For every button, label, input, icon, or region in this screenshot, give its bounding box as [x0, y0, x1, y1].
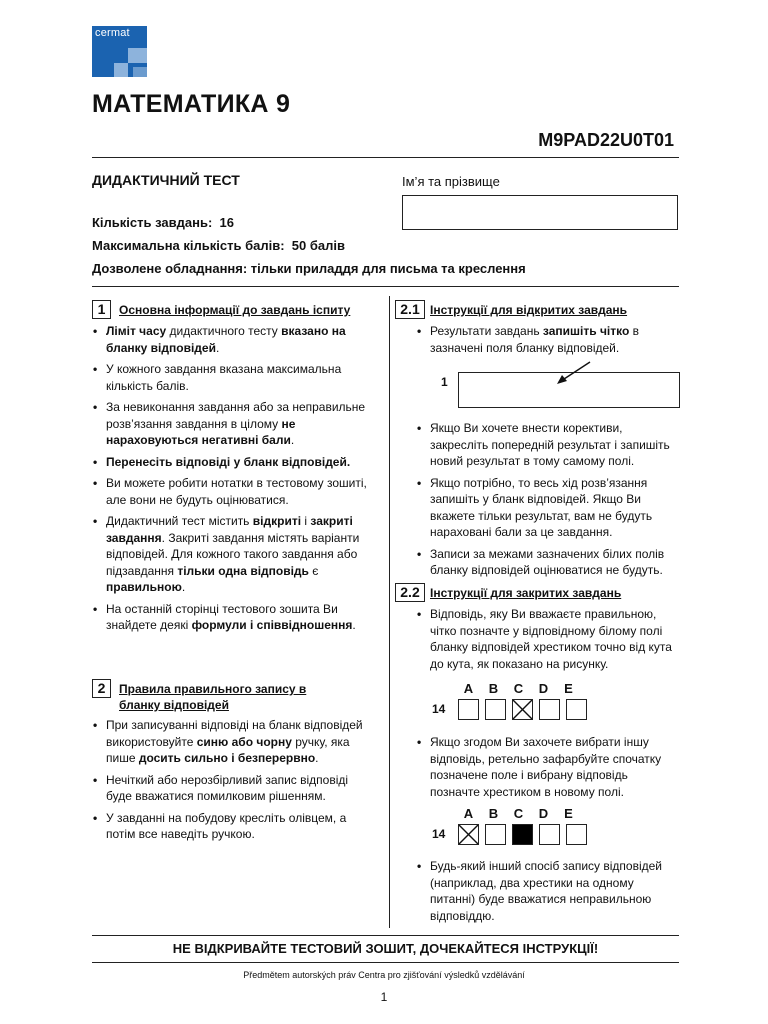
- list-item: • Ліміт часу дидактичного тесту вказано на бланку відповідей.: [92, 323, 377, 356]
- arrow-icon: [555, 360, 593, 386]
- section-2-title: Правила правильного запису в бланку відповідей: [119, 682, 307, 712]
- answer-letters: A B C D E: [463, 806, 573, 821]
- list-item: • При записуванні відповіді на бланк відповідей використовуйте синю або чорну ручку, яка пише досить сильно і безперервно.: [92, 717, 377, 767]
- column-divider: [389, 296, 390, 928]
- section-2-2-number: 2.2: [395, 583, 425, 602]
- warning-banner: НЕ ВІДКРИВАЙТЕ ТЕСТОВИЙ ЗОШИТ, ДОЧЕКАЙТЕСЯ ІНСТРУКЦІЇ!: [92, 935, 679, 963]
- name-field[interactable]: [402, 195, 678, 230]
- list-item: • Якщо потрібно, то весь хід розв’язання запишіть у бланк відповідей. Якщо Ви вкажете тільки результат, вам не будуть нараховані бали за це завдання.: [416, 475, 680, 541]
- section-2-2-list-a: [416, 606, 680, 677]
- answer-checkbox-a: [458, 699, 479, 720]
- section-2-2-list-c: [416, 858, 680, 929]
- divider: [92, 286, 679, 287]
- list-item: • Відповідь, яку Ви вважаєте правильною, чітко позначте у відповідному білому полі бланку відповідей хрестиком точно від кута до кута, як показано на рисунку.: [416, 606, 680, 672]
- answer-checkbox-d: [539, 699, 560, 720]
- logo-text: cermat: [95, 27, 130, 39]
- list-item: • Записи за межами зазначених білих полів бланку відповідей оцінюватися не будуть.: [416, 546, 680, 579]
- logo-square: [128, 48, 147, 63]
- test-subtitle: ДИДАКТИЧНИЙ ТЕСТ: [92, 172, 240, 188]
- answer-checkbox-c: [512, 699, 533, 720]
- answer-checkbox-e: [566, 699, 587, 720]
- list-item: • Будь-який інший спосіб запису відповідей (наприклад, два хрестики на одному питанні) буде вважатися неправильною відповіддю.: [416, 858, 680, 924]
- example-number: 1: [441, 375, 448, 389]
- list-item: • Якщо Ви хочете внести корективи, закресліть попередній результат і запишіть новий результат в тому самому полі.: [416, 420, 680, 470]
- list-item: • На останній сторінці тестового зошита Ви знайдете деякі формули і співвідношення.: [92, 601, 377, 634]
- list-item: • Ви можете робити нотатки в тестовому зошиті, але вони не будуть оцінюватися.: [92, 475, 377, 508]
- cross-mark-icon: [459, 825, 478, 844]
- page-title: МАТЕМАТИКА 9: [92, 90, 291, 118]
- list-item: • Нечіткий або нерозбірливий запис відповіді буде вважатися помилковим рішенням.: [92, 772, 377, 805]
- max-points: Максимальна кількість балів: 50 балів: [92, 238, 345, 253]
- list-item: • Дидактичний тест містить відкриті і закриті завдання. Закриті завдання містять варіанти відповідей. Для кожного такого завдання або підзавдання тільки одна відповідь є правильною.: [92, 513, 377, 596]
- answer-checkbox-b: [485, 699, 506, 720]
- copyright-note: Předmětem autorských práv Centra pro zjišťování výsledků vzdělávání: [243, 970, 525, 980]
- cross-mark-icon: [513, 700, 532, 719]
- answer-checkbox-d: [539, 824, 560, 845]
- test-code: M9PAD22U0T01: [538, 130, 674, 150]
- answer-checkbox-a: [458, 824, 479, 845]
- name-label: Ім’я та прізвище: [402, 174, 500, 189]
- answer-letters: A B C D E: [463, 681, 573, 696]
- answer-checkbox-row: [458, 699, 587, 720]
- question-number: 14: [432, 827, 446, 841]
- list-item: • У кожного завдання вказана максимальна кількість балів.: [92, 361, 377, 394]
- question-number: 14: [432, 702, 446, 716]
- list-item: • У завданні на побудову кресліть олівцем, а потім все наведіть ручкою.: [92, 810, 377, 843]
- list-item: • Якщо згодом Ви захочете вибрати іншу відповідь, ретельно зафарбуйте спочатку позначене поле і вибрану відповідь позначте хрестиком в новому полі.: [416, 734, 680, 800]
- list-item: • За невиконання завдання або за неправильне розв’язання завдання в цілому не нараховуються негативні бали.: [92, 399, 377, 449]
- section-2-1-number: 2.1: [395, 300, 425, 319]
- answer-checkbox-c-filled: [512, 824, 533, 845]
- section-1-list: [92, 323, 377, 639]
- answer-checkbox-e: [566, 824, 587, 845]
- divider: [92, 157, 679, 158]
- section-1-title: Основна інформації до завдань іспиту: [119, 303, 351, 317]
- section-2-1-title: Інструкції для відкритих завдань: [430, 303, 628, 317]
- answer-checkbox-b: [485, 824, 506, 845]
- logo-square: [114, 63, 128, 77]
- section-2-2-title: Інструкції для закритих завдань: [430, 586, 622, 600]
- section-2-1-list-a: [416, 323, 680, 361]
- cermat-logo: [92, 26, 147, 77]
- page-number: 1: [380, 990, 388, 1004]
- task-count: Кількість завдань: 16: [92, 215, 234, 230]
- section-2-2-list-b: [416, 734, 680, 805]
- section-2-list: [92, 717, 377, 848]
- section-1-number: 1: [92, 300, 111, 319]
- allowed-tools: Дозволене обладнання: тільки приладдя для письма та креслення: [92, 261, 526, 276]
- logo-square: [133, 67, 147, 77]
- list-item: • Перенесіть відповіді у бланк відповідей.: [92, 454, 377, 471]
- list-item: • Результати завдань запишіть чітко в зазначені поля бланку відповідей.: [416, 323, 680, 356]
- answer-checkbox-row: [458, 824, 587, 845]
- section-2-1-list-b: [416, 420, 680, 584]
- section-2-number: 2: [92, 679, 111, 698]
